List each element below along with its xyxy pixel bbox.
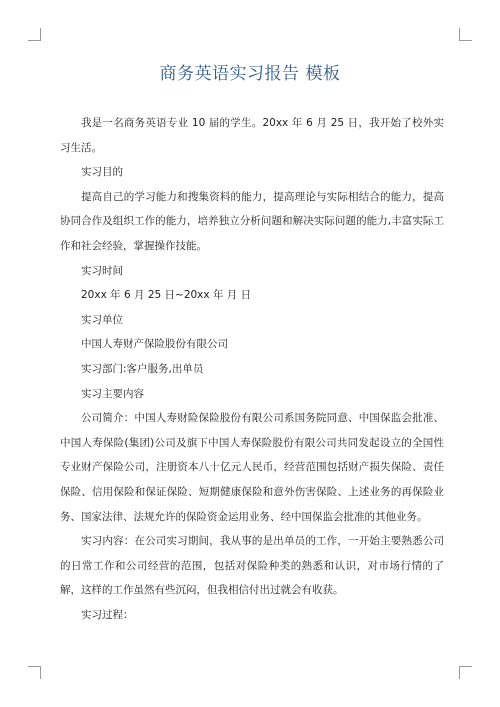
paragraph-unit: 中国人寿财产保险股份有限公司	[81, 338, 228, 351]
paragraph-purpose: 提高自己的学习能力和搜集资料的能力，提高理论与实际相结合的能力，提高协同合作及组织工作的能力，培养独立分析问题和解决实际问题的能力,丰富实际工作和社会经验，掌握操作技能。	[60, 190, 444, 252]
heading-internship-process: 实习过程：	[81, 608, 134, 621]
crop-mark-top-left	[28, 28, 41, 41]
heading-main-content: 实习主要内容	[81, 387, 144, 400]
document-title: 商务英语实习报告 模板	[159, 64, 341, 84]
crop-mark-bottom-right	[459, 666, 472, 679]
crop-mark-bottom-left	[28, 666, 41, 679]
crop-mark-top-right	[459, 28, 472, 41]
heading-internship-time: 实习时间	[81, 264, 123, 277]
paragraph-department: 实习部门:客户服务,出单员	[81, 362, 204, 375]
heading-internship-unit: 实习单位	[81, 313, 123, 326]
paragraph-intro: 我是一名商务英语专业 10 届的学生。20xx 年 6 月 25 日，我开始了校外实习生活。	[60, 117, 444, 154]
paragraph-company-profile: 公司简介：中国人寿财险保险股份有限公司系国务院同意、中国保监会批准、中国人寿保险(集团)公司及旗下中国人寿保险股份有限公司共同发起设立的全国性专业财产保险公司，注册资本八十亿元人民币，经营范围包括财产损失保险、责任保险、信用保险和保证保险、短期健康保险和意外伤害保险、上述业务的再保险业务、国家法律、法规允许的保险资金运用业务、经中国保监会批准的其他业务。	[60, 412, 444, 523]
paragraph-time: 20xx 年 6 月 25 日~20xx 年 月 日	[81, 289, 252, 302]
heading-internship-purpose: 实习目的	[81, 166, 123, 179]
paragraph-internship-content: 实习内容：在公司实习期间，我从事的是出单员的工作，一开始主要熟悉公司的日常工作和公司经营的范围，包括对保险种类的熟悉和认识，对市场行情的了解，这样的工作虽然有些沉闷，但我相信付出过就会有收获。	[60, 535, 444, 597]
document-body	[60, 111, 444, 627]
